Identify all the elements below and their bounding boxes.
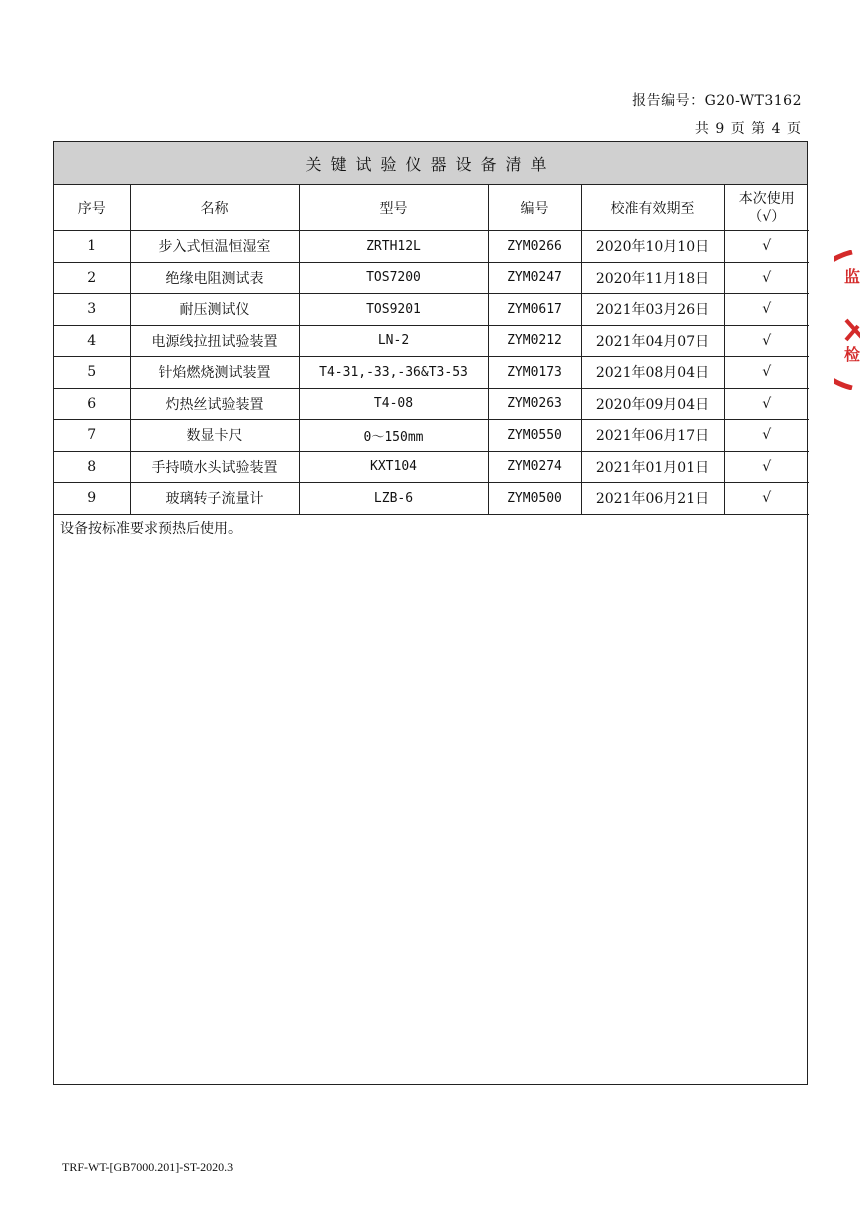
cell-used: √ [724, 451, 809, 483]
cell-seq: 5 [54, 357, 130, 389]
inspection-seal-icon [834, 250, 860, 390]
cell-number: ZYM0173 [488, 357, 581, 389]
cell-number: ZYM0263 [488, 388, 581, 420]
cell-name: 电源线拉扭试验装置 [130, 325, 299, 357]
page-number: 共 9 页 第 4 页 [694, 121, 802, 137]
cell-name: 数显卡尺 [130, 420, 299, 452]
cell-name: 步入式恒温恒湿室 [130, 231, 299, 263]
col-header-model: 型号 [299, 185, 488, 231]
cell-calibration: 2020年10月10日 [581, 231, 724, 263]
cell-used: √ [724, 231, 809, 263]
cell-calibration: 2021年06月17日 [581, 420, 724, 452]
table-row [54, 231, 809, 263]
cell-model: TOS7200 [299, 262, 488, 294]
cell-used: √ [724, 420, 809, 452]
cell-number: ZYM0266 [488, 231, 581, 263]
cell-number: ZYM0212 [488, 325, 581, 357]
cell-seq: 2 [54, 262, 130, 294]
cell-name: 耐压测试仪 [130, 294, 299, 326]
table-header-row [54, 185, 809, 231]
cell-number: ZYM0500 [488, 483, 581, 515]
cell-number: ZYM0274 [488, 451, 581, 483]
cell-name: 灼热丝试验装置 [130, 388, 299, 420]
table-row [54, 483, 809, 515]
cell-used: √ [724, 357, 809, 389]
cell-seq: 4 [54, 325, 130, 357]
table-row [54, 262, 809, 294]
cell-seq: 7 [54, 420, 130, 452]
cell-model: KXT104 [299, 451, 488, 483]
table-title: 关键试验仪器设备清单 [54, 142, 807, 185]
equipment-table [54, 185, 809, 515]
cell-used: √ [724, 388, 809, 420]
report-number: 报告编号：G20-WT3162 [632, 93, 802, 109]
cell-calibration: 2021年01月01日 [581, 451, 724, 483]
table-row [54, 388, 809, 420]
cell-model: ZRTH12L [299, 231, 488, 263]
cell-used: √ [724, 483, 809, 515]
cell-used: √ [724, 294, 809, 326]
cell-used: √ [724, 325, 809, 357]
cell-calibration: 2020年11月18日 [581, 262, 724, 294]
cell-seq: 3 [54, 294, 130, 326]
cell-used: √ [724, 262, 809, 294]
cell-number: ZYM0550 [488, 420, 581, 452]
form-code: TRF-WT-[GB7000.201]-ST-2020.3 [62, 1160, 234, 1174]
table-row [54, 451, 809, 483]
cell-calibration: 2021年03月26日 [581, 294, 724, 326]
cell-model: LN-2 [299, 325, 488, 357]
col-header-name: 名称 [130, 185, 299, 231]
note-text: 设备按标准要求预热后使用。 [60, 520, 242, 537]
table-row [54, 294, 809, 326]
cell-calibration: 2021年08月04日 [581, 357, 724, 389]
cell-calibration: 2021年04月07日 [581, 325, 724, 357]
col-header-used-label: 本次使用 [738, 190, 795, 207]
cell-model: 0～150mm [299, 420, 488, 452]
cell-name: 玻璃转子流量计 [130, 483, 299, 515]
col-header-calibration: 校准有效期至 [581, 185, 724, 231]
cell-name: 手持喷水头试验装置 [130, 451, 299, 483]
cell-model: T4-08 [299, 388, 488, 420]
cell-number: ZYM0617 [488, 294, 581, 326]
cell-model: LZB-6 [299, 483, 488, 515]
cell-model: TOS9201 [299, 294, 488, 326]
col-header-number: 编号 [488, 185, 581, 231]
table-row [54, 325, 809, 357]
cell-seq: 9 [54, 483, 130, 515]
cell-model: T4-31,-33,-36&T3-53 [299, 357, 488, 389]
cell-name: 绝缘电阻测试表 [130, 262, 299, 294]
svg-text:检: 检 [844, 345, 860, 364]
table-row [54, 357, 809, 389]
cell-calibration: 2021年06月21日 [581, 483, 724, 515]
cell-name: 针焰燃烧测试装置 [130, 357, 299, 389]
cell-seq: 8 [54, 451, 130, 483]
col-header-used-mark: （√） [748, 208, 786, 225]
table-row [54, 420, 809, 452]
equipment-list-frame [53, 141, 808, 1085]
cell-calibration: 2020年09月04日 [581, 388, 724, 420]
cell-seq: 6 [54, 388, 130, 420]
cell-number: ZYM0247 [488, 262, 581, 294]
col-header-seq: 序号 [54, 185, 130, 231]
col-header-used [724, 185, 809, 231]
svg-text:监: 监 [844, 267, 860, 286]
cell-seq: 1 [54, 231, 130, 263]
